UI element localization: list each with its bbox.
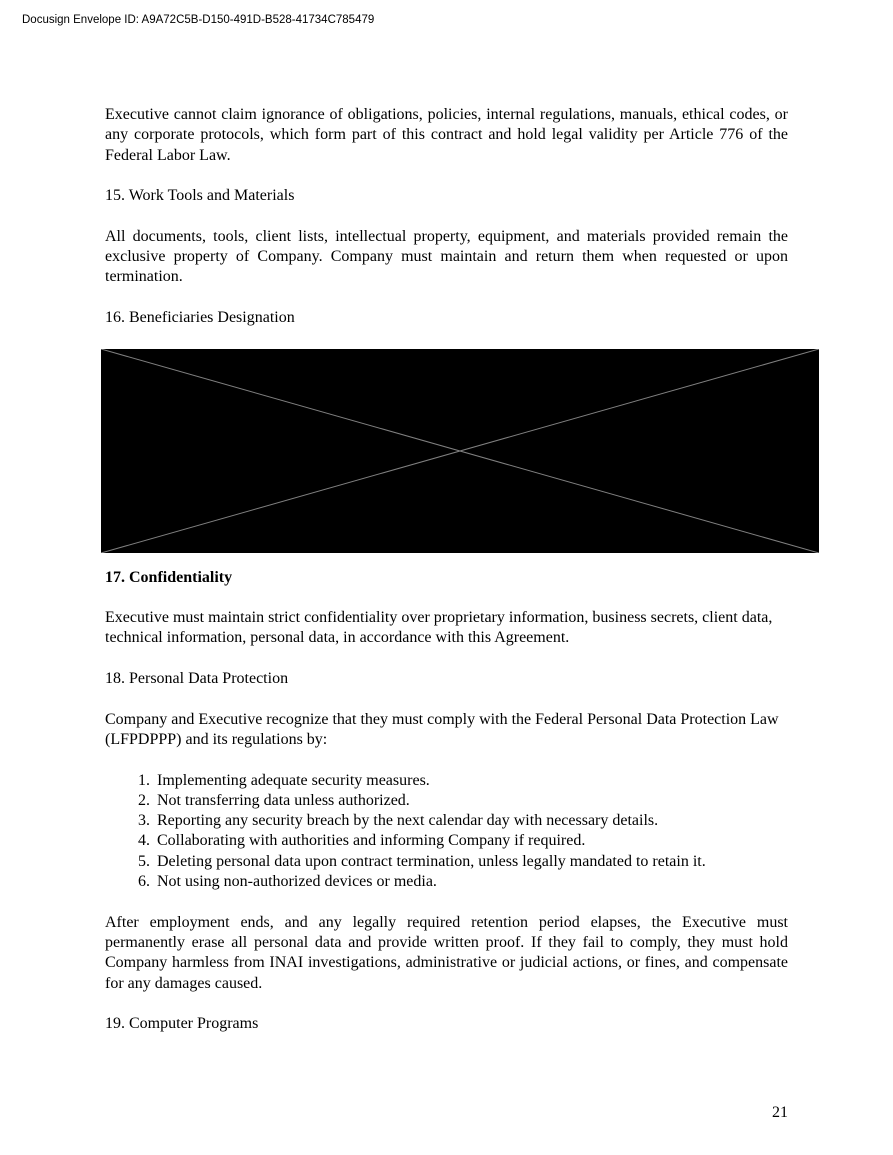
redaction-cross-lines xyxy=(101,349,819,553)
list-item: 2. Not transferring data unless authorized. xyxy=(138,791,410,809)
section-15-heading: 15. Work Tools and Materials xyxy=(105,187,295,205)
list-item: 3. Reporting any security breach by the next calendar day with necessary details. xyxy=(138,812,659,830)
section-17-heading: 17. Confidentiality xyxy=(105,568,233,586)
page-number: 21 xyxy=(772,1104,788,1121)
list-item: 4. Collaborating with authorities and informing Company if required. xyxy=(138,832,586,850)
section-18-heading: 18. Personal Data Protection xyxy=(105,670,289,688)
section-16-heading: 16. Beneficiaries Designation xyxy=(105,308,295,326)
list-item: 5. Deleting personal data upon contract termination, unless legally mandated to retain it. xyxy=(138,852,706,870)
list-item: 1. Implementing adequate security measures. xyxy=(138,771,430,789)
section-15-text: All documents, tools, client lists, intellectual property, equipment, and materials provided remain the exclusive property of Company. Company must maintain and return them when requested or upon termination. xyxy=(105,227,788,286)
redacted-block xyxy=(101,349,819,553)
intro-paragraph: Executive cannot claim ignorance of obligations, policies, internal regulations, manuals, ethical codes, or any corporate protocols, which form part of this contract and hold legal validity per Article 776 of the Federal Labor Law. xyxy=(105,106,788,164)
document-body xyxy=(105,105,788,1055)
data-protection-list xyxy=(105,771,788,893)
section-19-heading: 19. Computer Programs xyxy=(105,1015,259,1033)
list-item: 6. Not using non-authorized devices or media. xyxy=(138,873,437,891)
section-18-intro: Company and Executive recognize that they must comply with the Federal Personal Data Protection Law (LFPDPPP) and its regulations by: xyxy=(105,710,779,748)
envelope-id: Docusign Envelope ID: A9A72C5B-D150-491D-B528-41734C785479 xyxy=(22,14,375,26)
section-17-text: Executive must maintain strict confidentiality over proprietary information, business secrets, client data, technical information, personal data, in accordance with this Agreement. xyxy=(105,609,773,647)
section-18-closing: After employment ends, and any legally required retention period elapses, the Executive must permanently erase all personal data and provide written proof. If they fail to comply, they must hold Company harmless from INAI investigations, administrative or judicial actions, or fines, and compensate for any damages caused. xyxy=(105,913,788,992)
